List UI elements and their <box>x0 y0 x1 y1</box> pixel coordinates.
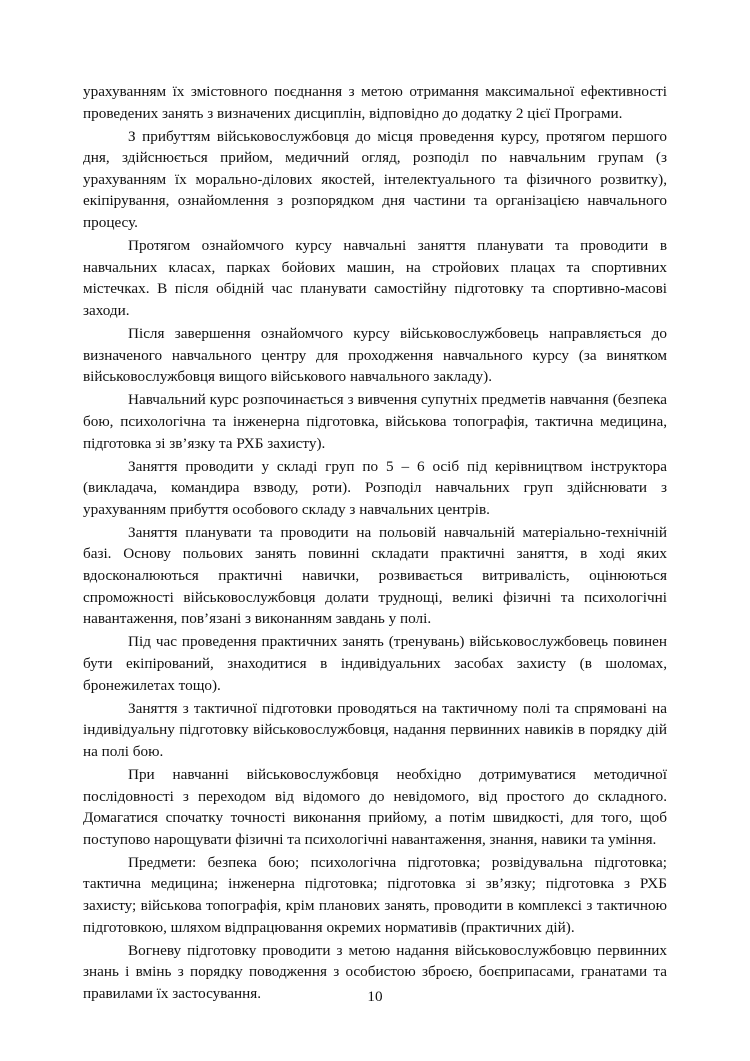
paragraph-continuation: урахуванням їх змістовного поєднання з метою отримання максимальної ефективності проведених занять з визначених дисциплін, відповідно до додатку 2 цієї Програми. <box>83 83 667 122</box>
paragraph-training-course-start: Навчальний курс розпочинається з вивчення супутніх предметів навчання (безпека бою, психологічна та інженерна підготовка, військова топографія, тактична медицина, підготовка зі зв’язку та РХБ захисту). <box>83 391 667 452</box>
paragraph-fire-training: Вогневу підготовку проводити з метою надання військовослужбовцю первинних знань і вмінь з порядку поводження з особистою зброєю, боєприпасами, гранатами та правилами їх застосування. <box>83 941 667 1002</box>
paragraph-groups: Заняття проводити у складі груп по 5 – 6 осіб під керівництвом інструктора (викладача, командира взводу, роти). Розподіл навчальних груп здійснювати з урахуванням прибуття особового складу з навчальних центрів. <box>83 457 667 518</box>
paragraph-arrival: З прибуттям військовослужбовця до місця проведення курсу, протягом першого дня, здійснюється прийом, медичний огляд, розподіл по навчальним групам (з урахуванням їх морально-ділових якостей, інтелектуального та фізичного розвитку), екіпірування, ознайомлення з розпорядком дня частини та організацією навчального процесу. <box>83 127 667 232</box>
paragraph-tactical-training: Заняття з тактичної підготовки проводяться на тактичному полі та спрямовані на індивідуальну підготовку військовослужбовця, надання первинних навиків в порядку дій на полі бою. <box>83 699 667 760</box>
paragraph-methodology: При навчанні військовослужбовця необхідно дотримуватися методичної послідовності з переходом від відомого до невідомого, від простого до складного. Домагатися спочатку точності виконання прийому, а потім швидкості, для того, щоб поступово нарощувати фізичні та психологічні навантаження, знання, навики та уміння. <box>83 765 667 848</box>
paragraph-orientation-course: Протягом ознайомчого курсу навчальні заняття планувати та проводити в навчальних класах, парках бойових машин, на стройових плацах та спортивних містечках. В після обідній час планувати самостійну підготовку та спортивно-масові заходи. <box>83 237 667 319</box>
body-text <box>83 81 667 1006</box>
paragraph-subjects: Предмети: безпека бою; психологічна підготовка; розвідувальна підготовка; тактична медицина; інженерна підготовка; підготовка зі зв’язку; підготовка з РХБ захисту; військова топографія, крім планових занять, проводити в комплексі з тактичною підготовкою, шляхом відпрацювання окремих нормативів (практичних дій). <box>83 853 667 936</box>
paragraph-field-training: Заняття планувати та проводити на польовій навчальній матеріально-технічній базі. Основу польових занять повинні складати практичні заняття, в ході яких вдосконалюються практичні навички, розвивається витривалість, оцінюються спроможності військовослужбовця долати труднощі, великі фізичні та психологічні навантаження, пов’язані з виконанням завдань у полі. <box>83 523 667 628</box>
paragraph-after-orientation: Після завершення ознайомчого курсу військовослужбовець направляється до визначеного навчального центру для проходження навчального курсу (за винятком військовослужбовця вищого військового навчального закладу). <box>83 325 667 386</box>
paragraph-equipment: Під час проведення практичних занять (тренувань) військовослужбовець повинен бути екіпірований, знаходитися в індивідуальних засобах захисту (в шоломах, бронежилетах тощо). <box>83 633 667 694</box>
page-number: 10 <box>367 988 383 1005</box>
